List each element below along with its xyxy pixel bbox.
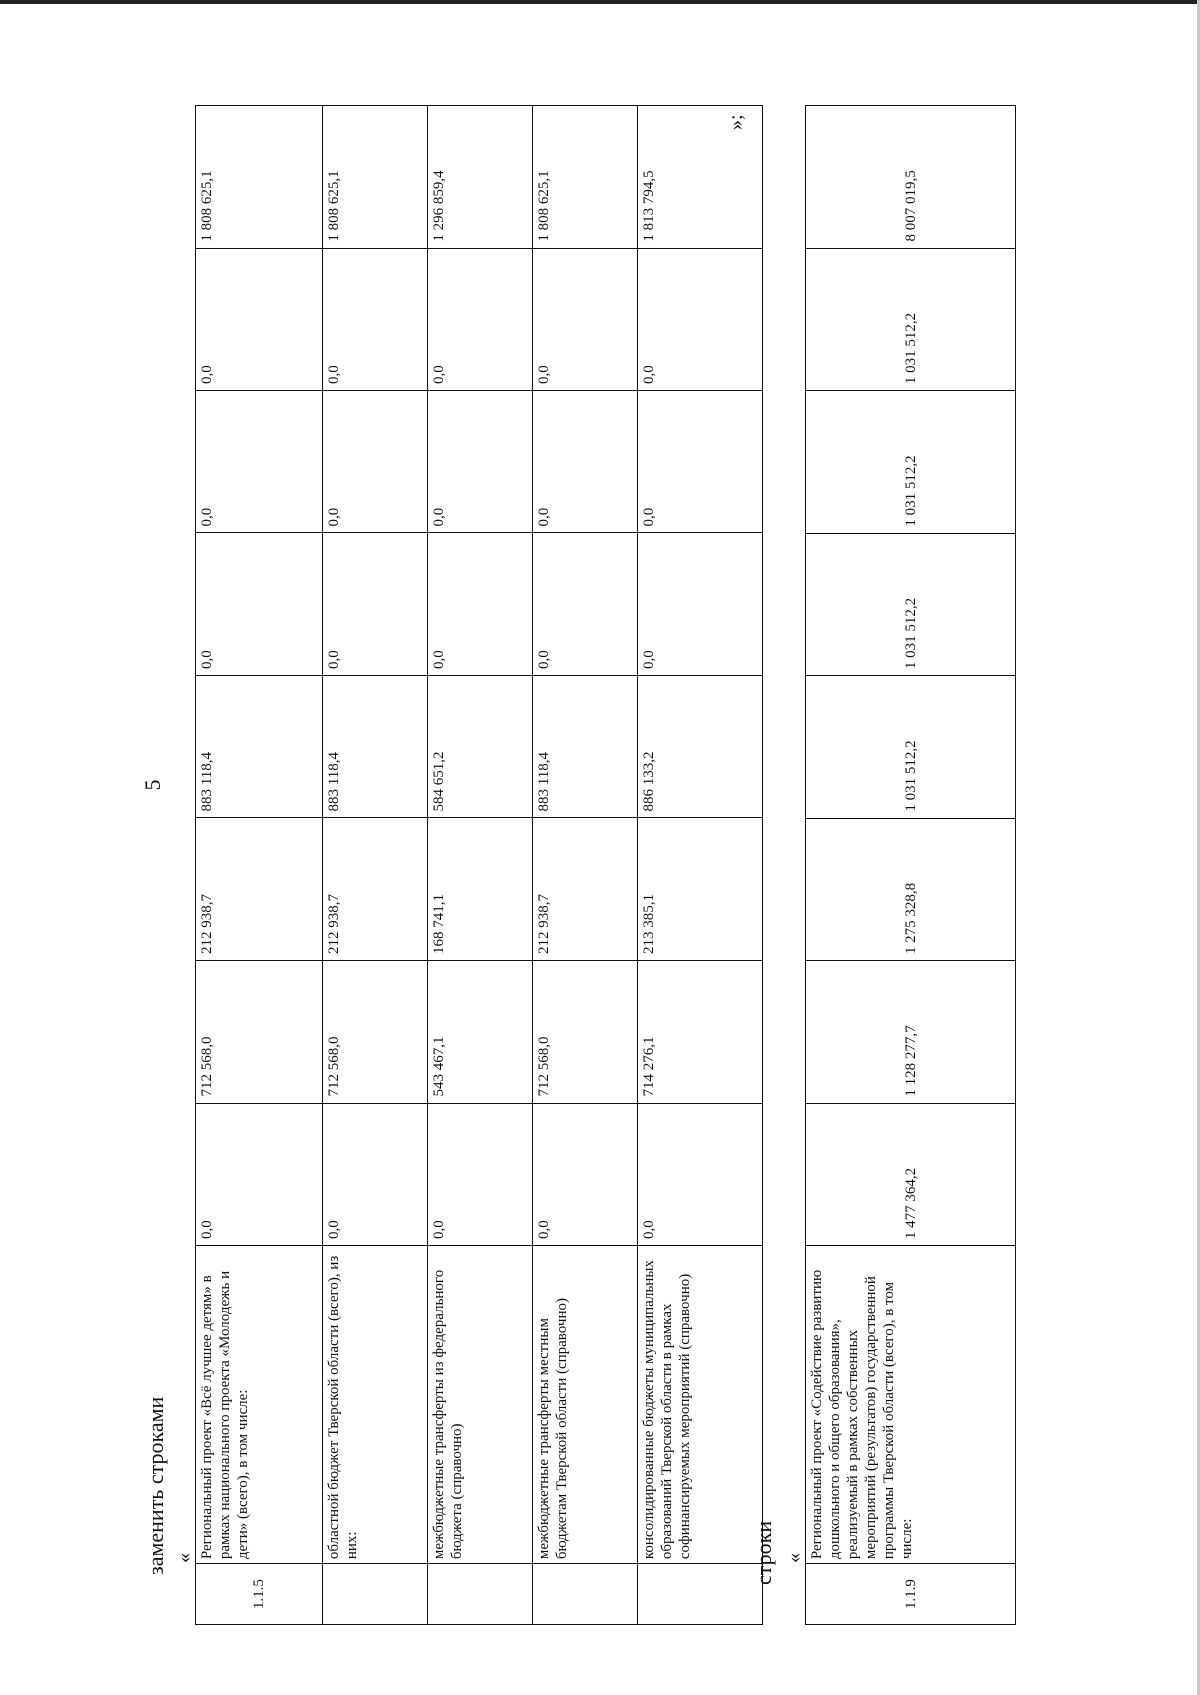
value-cell: 0,0 — [638, 1103, 763, 1245]
heading-lines: строки — [751, 1520, 776, 1585]
value-cell: 1 031 512,2 — [806, 391, 1016, 534]
value-cell: 0,0 — [196, 1103, 323, 1245]
row-name-cell: межбюджетные трансферты местным бюджетам Тверской области (справочно) — [533, 1246, 638, 1564]
value-cell: 0,0 — [323, 391, 428, 533]
value-cell: 0,0 — [533, 391, 638, 533]
value-cell: 883 118,4 — [323, 675, 428, 818]
table-row — [533, 106, 638, 1625]
table-row — [428, 106, 533, 1625]
budget-table-replacement — [195, 105, 763, 1625]
table-row — [806, 106, 1016, 1625]
value-cell: 1 808 625,1 — [196, 106, 323, 249]
opening-quote-1: « — [173, 1553, 195, 1563]
row-name-cell: областной бюджет Тверской области (всего), из них: — [323, 1246, 428, 1564]
value-cell: 1 808 625,1 — [533, 106, 638, 249]
row-name-cell: консолидированные бюджеты муниципальных образований Тверской области в рамках софинансируемых мероприятий (справочно) — [638, 1246, 763, 1564]
value-cell: 0,0 — [533, 248, 638, 390]
table-row — [638, 106, 763, 1625]
value-cell: 0,0 — [428, 248, 533, 390]
value-cell: 886 133,2 — [638, 675, 763, 818]
scan-border-top — [0, 0, 1200, 4]
value-cell: 0,0 — [323, 248, 428, 390]
value-cell: 1 477 364,2 — [806, 1103, 1016, 1246]
value-cell: 1 275 328,8 — [806, 818, 1016, 961]
page-number: 5 — [140, 779, 165, 791]
row-number-cell: 1.1.5 — [196, 1564, 323, 1625]
value-cell: 213 385,1 — [638, 818, 763, 961]
value-cell: 212 938,7 — [323, 818, 428, 961]
value-cell: 0,0 — [638, 533, 763, 675]
opening-quote-2: « — [783, 1553, 805, 1563]
value-cell: 1 128 277,7 — [806, 961, 1016, 1104]
value-cell: 584 651,2 — [428, 675, 533, 818]
value-cell: 0,0 — [196, 248, 323, 390]
row-number-cell — [638, 1564, 763, 1625]
value-cell: 0,0 — [638, 248, 763, 390]
value-cell: 883 118,4 — [533, 675, 638, 818]
value-cell: 1 296 859,4 — [428, 106, 533, 249]
value-cell: 0,0 — [638, 391, 763, 533]
closing-quote-marker: »; — [725, 114, 747, 130]
value-cell: 714 276,1 — [638, 961, 763, 1104]
value-cell: 0,0 — [533, 533, 638, 675]
heading-replace-with-lines: заменить строками — [143, 1396, 168, 1575]
value-cell: 1 031 512,2 — [806, 676, 1016, 819]
value-cell: 1 031 512,2 — [806, 533, 1016, 676]
value-cell: 168 741,1 — [428, 818, 533, 961]
value-cell: 0,0 — [428, 533, 533, 675]
value-cell: 0,0 — [323, 1103, 428, 1245]
value-cell: 1 813 794,5 — [638, 106, 763, 249]
value-cell: 212 938,7 — [533, 818, 638, 961]
value-cell: 0,0 — [196, 533, 323, 675]
table-row — [323, 106, 428, 1625]
table-row — [196, 106, 323, 1625]
value-cell: 0,0 — [323, 533, 428, 675]
value-cell: 712 568,0 — [533, 961, 638, 1104]
value-cell: 0,0 — [428, 1103, 533, 1245]
value-cell: 883 118,4 — [196, 675, 323, 818]
row-name-cell: Региональный проект «Содействие развитию дошкольного и общего образования», реализуемый в рамках собственных мероприятий (результатов) государственной программы Тверской области (всего), в том числе: — [806, 1246, 1016, 1564]
row-name-cell: Региональный проект «Всё лучшее детям» в рамках национального проекта «Молодежь и дети» (всего), в том числе: — [196, 1246, 323, 1564]
value-cell: 1 808 625,1 — [323, 106, 428, 249]
row-name-cell: межбюджетные трансферты из федерального бюджета (справочно) — [428, 1246, 533, 1564]
value-cell: 1 031 512,2 — [806, 248, 1016, 391]
row-number-cell — [323, 1564, 428, 1625]
value-cell: 8 007 019,5 — [806, 106, 1016, 249]
value-cell: 543 467,1 — [428, 961, 533, 1104]
row-number-cell: 1.1.9 — [806, 1564, 1016, 1625]
value-cell: 712 568,0 — [323, 961, 428, 1104]
value-cell: 0,0 — [428, 391, 533, 533]
rotated-page-content — [140, 105, 1145, 1625]
value-cell: 0,0 — [196, 391, 323, 533]
row-number-cell — [533, 1564, 638, 1625]
value-cell: 212 938,7 — [196, 818, 323, 961]
row-number-cell — [428, 1564, 533, 1625]
value-cell: 0,0 — [533, 1103, 638, 1245]
budget-table-original — [805, 105, 1016, 1625]
value-cell: 712 568,0 — [196, 961, 323, 1104]
